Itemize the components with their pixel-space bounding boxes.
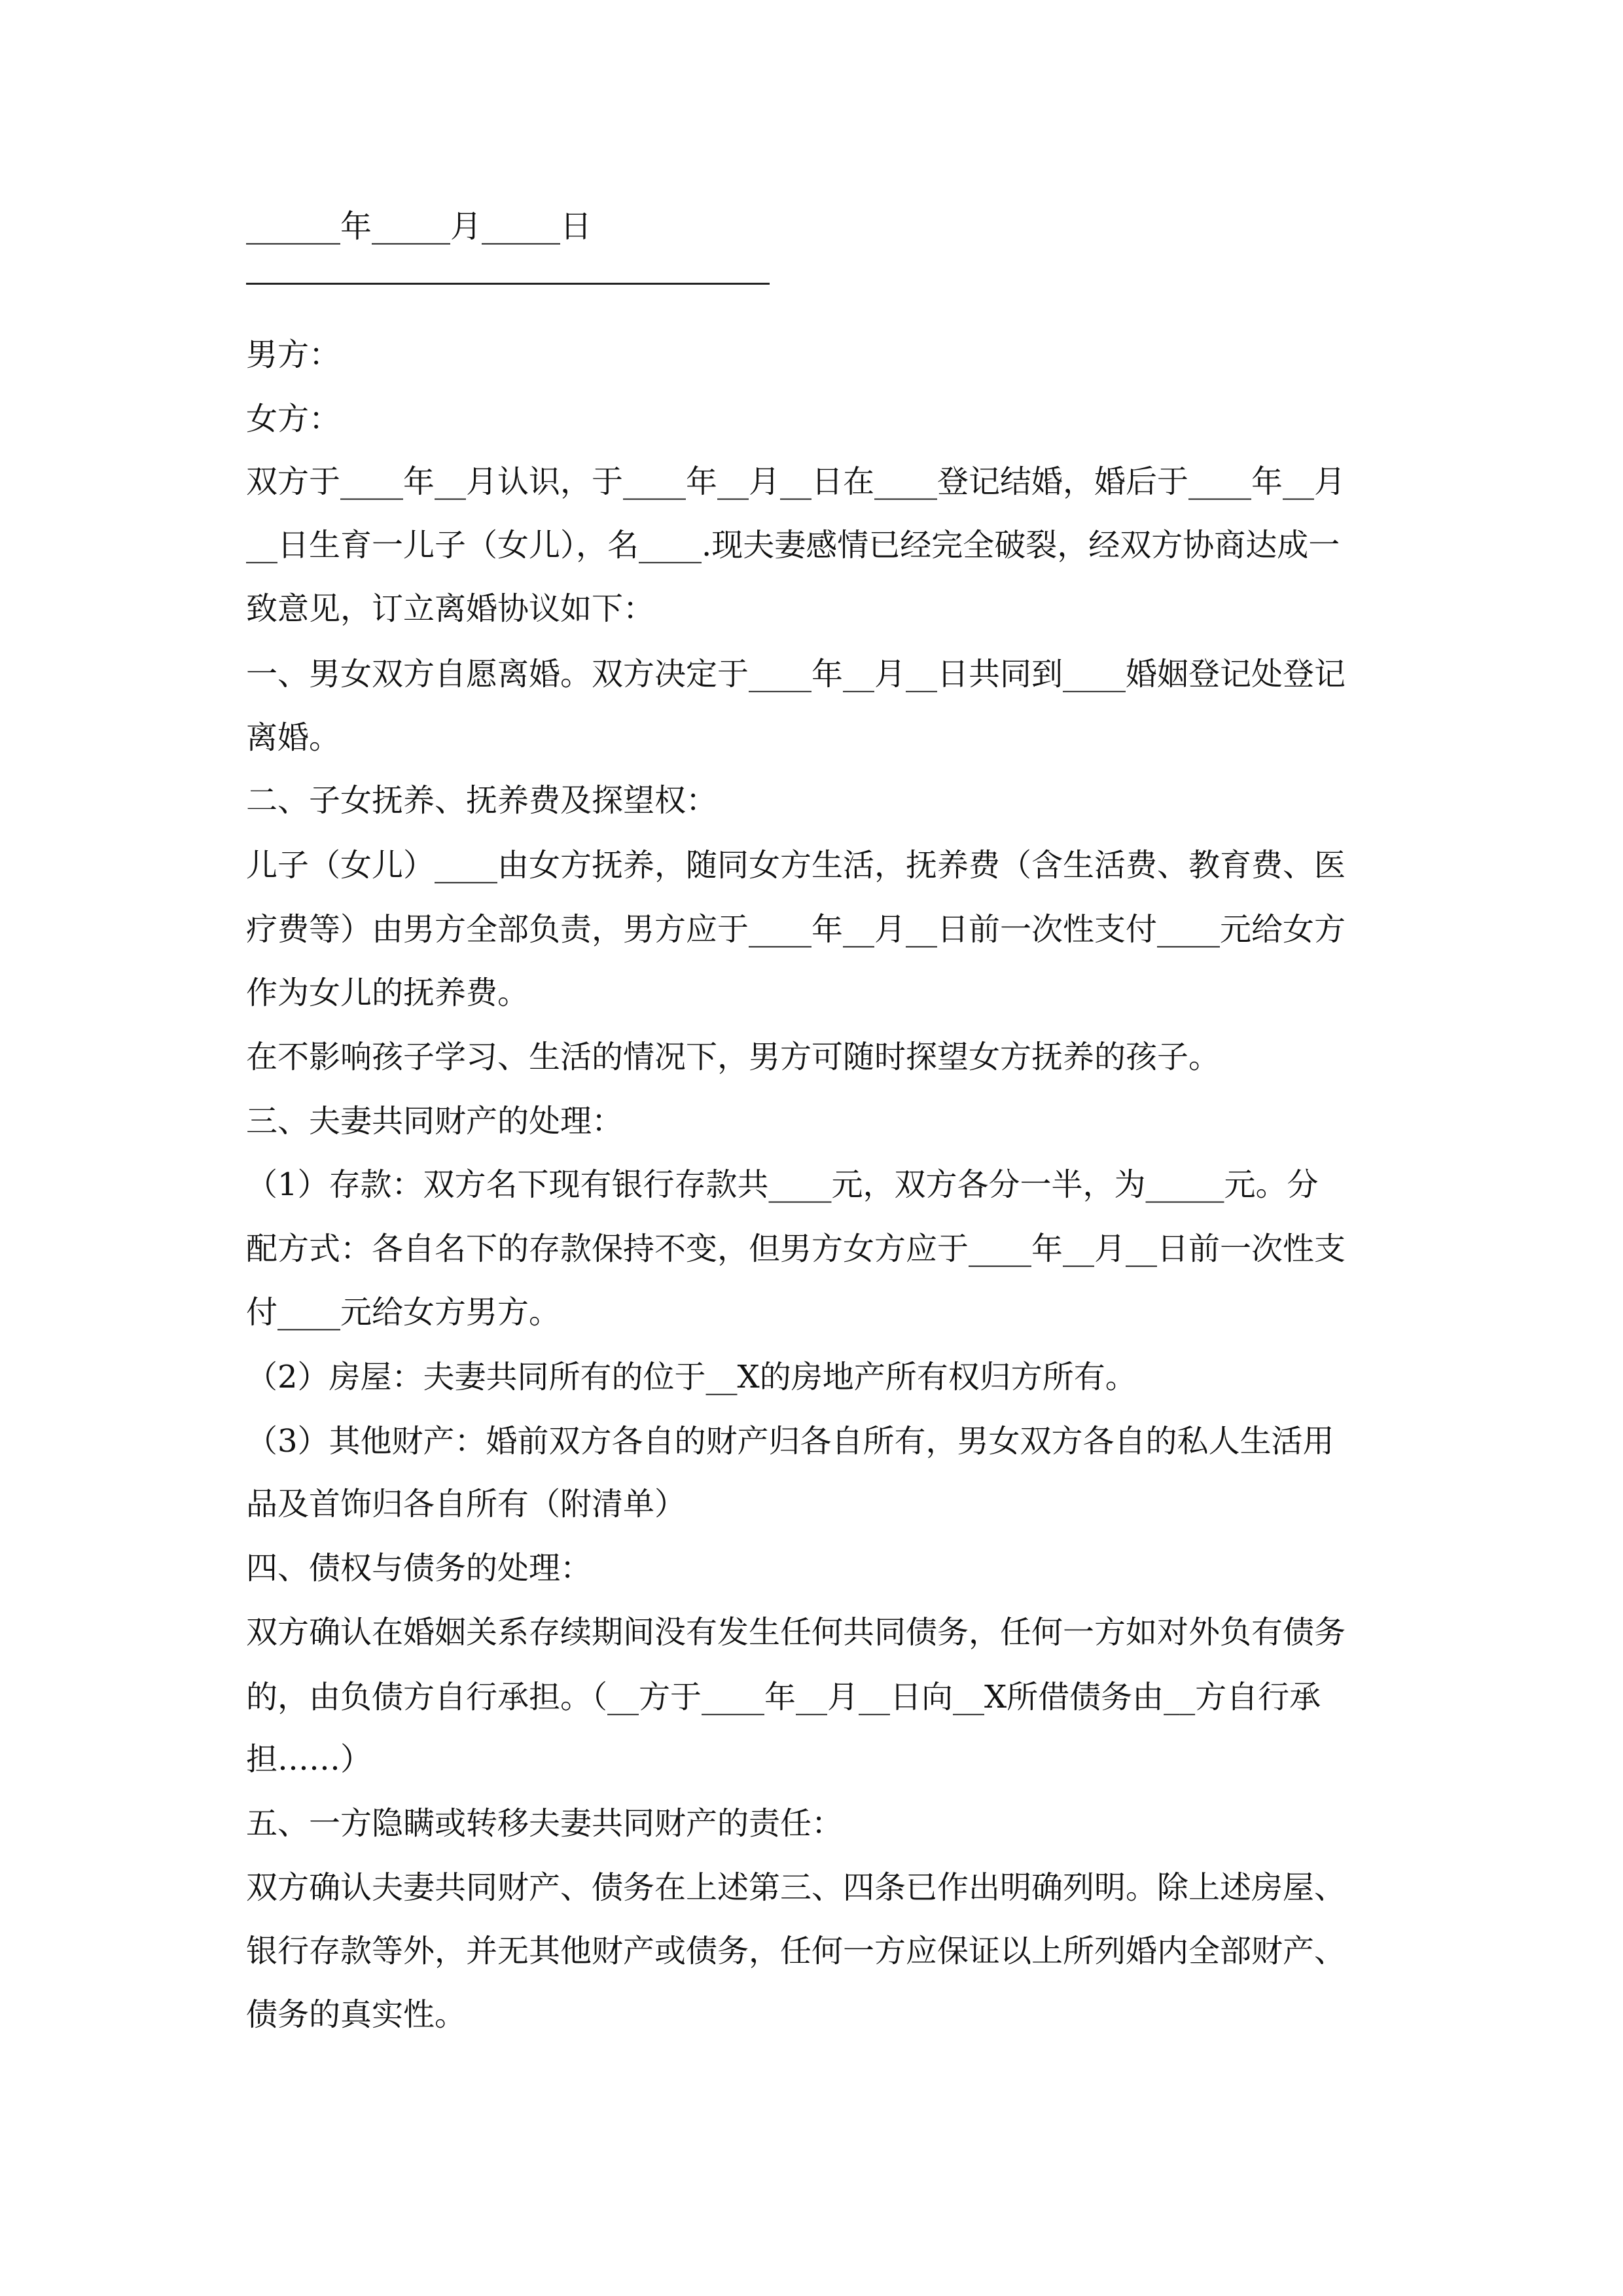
- body-line: 担……）: [246, 1741, 372, 1778]
- body-line: （3）其他财产：婚前双方各自的财产归各自所有，男女双方各自的私人生活用: [246, 1423, 1334, 1460]
- body-line: __日生育一儿子（女儿），名____.现夫妻感情已经完全破裂，经双方协商达成一: [246, 527, 1340, 564]
- section-three-heading: 三、夫妻共同财产的处理：: [246, 1103, 624, 1139]
- body-line: 作为女儿的抚养费。: [246, 975, 529, 1011]
- body-line: 双方确认在婚姻关系存续期间没有发生任何共同债务，任何一方如对外负有债务: [246, 1614, 1346, 1651]
- body-line: 品及首饰归各自所有（附清单）: [246, 1486, 687, 1522]
- body-line: 儿子（女儿）____由女方抚养，随同女方生活，抚养费（含生活费、教育费、医: [246, 847, 1346, 884]
- section-one-heading: 一、男女双方自愿离婚。双方决定于____年__月__日共同到____婚姻登记处登记: [246, 656, 1346, 692]
- body-line: 银行存款等外，并无其他财产或债务，任何一方应保证以上所列婚内全部财产、: [246, 1933, 1346, 1969]
- body-line: 致意见，订立离婚协议如下：: [246, 590, 655, 627]
- body-line: 付____元给女方男方。: [246, 1294, 561, 1331]
- body-line: 双方于____年__月认识，于____年__月__日在____登记结婚，婚后于____年__月: [246, 463, 1346, 500]
- body-line: 双方确认夫妻共同财产、债务在上述第三、四条已作出明确列明。除上述房屋、: [246, 1869, 1346, 1906]
- body-line: 的，由负债方自行承担。（__方于____年__月__日向__X所借债务由__方自行承: [246, 1679, 1321, 1715]
- body-line: 离婚。: [246, 719, 341, 756]
- body-line: （1）存款：双方名下现有银行存款共____元，双方各分一半，为_____元。分: [246, 1166, 1319, 1203]
- section-four-heading: 四、债权与债务的处理：: [246, 1550, 592, 1587]
- date-line: ______年_____月_____日: [246, 208, 592, 245]
- party-male-label: 男方：: [246, 336, 341, 373]
- body-line: 债务的真实性。: [246, 1996, 467, 2033]
- body-line: 在不影响孩子学习、生活的情况下，男方可随时探望女方抚养的孩子。: [246, 1039, 1221, 1075]
- separator-rule: [246, 283, 770, 285]
- section-two-heading: 二、子女抚养、抚养费及探望权：: [246, 782, 718, 819]
- party-female-label: 女方：: [246, 401, 341, 437]
- section-five-heading: 五、一方隐瞒或转移夫妻共同财产的责任：: [246, 1805, 844, 1842]
- body-line: 疗费等）由男方全部负责，男方应于____年__月__日前一次性支付____元给女方: [246, 911, 1346, 948]
- body-line: （2）房屋：夫妻共同所有的位于__X的房地产所有权归方所有。: [246, 1359, 1137, 1395]
- body-line: 配方式：各自名下的存款保持不变，但男方女方应于____年__月__日前一次性支: [246, 1230, 1346, 1267]
